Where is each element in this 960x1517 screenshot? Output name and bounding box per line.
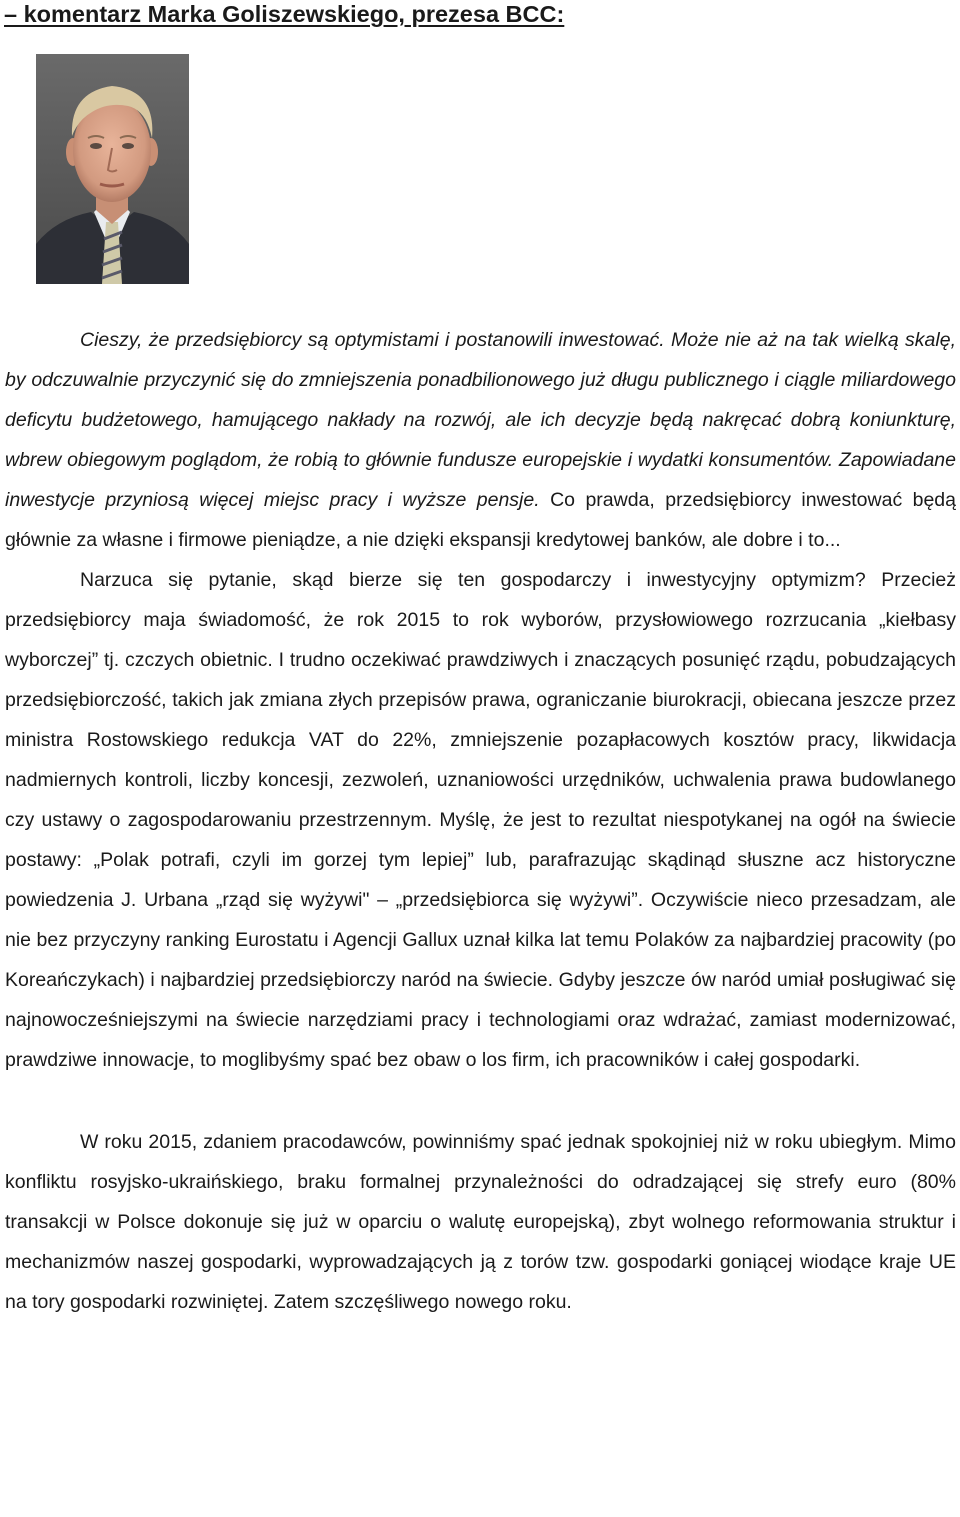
portrait-photo: [36, 54, 189, 284]
comment-body: [5, 320, 956, 1322]
paragraph-2: Narzuca się pytanie, skąd bierze się ten gospodarczy i inwestycyjny optymizm? Przecież przedsiębiorcy maja świadomość, że rok 2015 to rok wyborów, przysłowiowego rozrzucania „kiełbasy wyborczej” tj. czczych obietnic. I trudno oczekiwać prawdziwych i znaczących posunięć rządu, pobudzających przedsiębiorczość, takich jak zmiana złych przepisów prawa, ograniczanie biurokracji, obiecana jeszcze przez ministra Rostowskiego redukcja VAT do 22%, zmniejszenie pozapłacowych kosztów pracy, likwidacja nadmiernych kontroli, liczby koncesji, zezwoleń, uznaniowości urzędników, uchwalenia prawa budowlanego czy ustawy o zagospodarowaniu przestrzennym. Myślę, że jest to rezultat niespotykanej na ogół na świecie postawy: „Polak potrafi, czyli im gorzej tym lepiej” lub, parafrazując skądinąd słuszne acz historyczne powiedzenia J. Urbana „rząd się wyżywi" – „przedsiębiorca się wyżywi”. Oczywiście nieco przesadzam, ale nie bez przyczyny ranking Eurostatu i Agencji Gallux uznał kilka lat temu Polaków za najbardziej pracowity (po Koreańczykach) i najbardziej przedsiębiorczy naród na świecie. Gdyby jeszcze ów naród umiał posługiwać się najnowocześniejszymi na świecie narzędziami pracy i technologiami oraz wdrażać, zamiast modernizować, prawdziwe innowacje, to moglibyśmy spać bez obaw o los firm, ich pracowników i całej gospodarki.: [5, 569, 956, 1071]
paragraph-1-italic-2: Może nie aż na tak wielką skalę, by odczuwalnie przyczynić się do zmniejszenia ponadbilionowego już długu publicznego i ciągle miliardowego deficytu budżetowego, hamującego nakłady na rozwój, ale ich decyzje będą nakręcać dobrą koniunkturę, wbrew obiegowym poglądom, że robią to głównie fundusze europejskie i wydatki konsumentów. Zapowiadane inwestycje przyniosą więcej miejsc pracy i wyższe pensje.: [5, 329, 956, 511]
portrait-illustration: [36, 54, 189, 284]
paragraph-1-normal: Co prawda, przedsiębiorcy inwestować będą głównie za własne i firmowe pieniądze, a nie dzięki ekspansji kredytowej banków, ale dobre i to...: [5, 489, 956, 551]
comment-heading: – komentarz Marka Goliszewskiego, prezesa BCC:: [4, 1, 565, 27]
paragraph-1: [5, 320, 956, 560]
paragraph-1-italic: Cieszy, że przedsiębiorcy są optymistami i postanowili inwestować.: [80, 329, 671, 351]
paragraph-3: W roku 2015, zdaniem pracodawców, powinniśmy spać jednak spokojniej niż w roku ubiegłym. Mimo konfliktu rosyjsko-ukraińskiego, braku formalnej przynależności do odradzającej się strefy euro (80% transakcji w Polsce dokonuje się już w oparciu o walutę europejską), zbyt wolnego reformowania struktur i mechanizmów naszej gospodarki, wyprowadzających ją z torów tzw. gospodarki goniącej wiodące kraje UE na tory gospodarki rozwiniętej. Zatem szczęśliwego nowego roku.: [5, 1131, 956, 1313]
